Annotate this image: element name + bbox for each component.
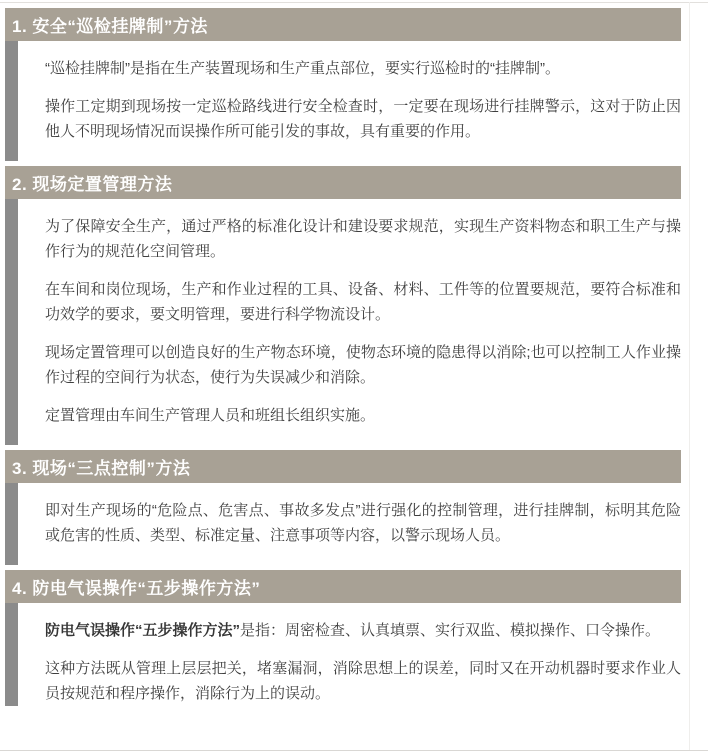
right-border-line xyxy=(689,2,690,750)
section-title-1: 1. 安全“巡检挂牌制”方法 xyxy=(12,17,208,36)
section-body-3 xyxy=(5,483,681,565)
section-three-point-control xyxy=(5,450,681,565)
section-five-step-operation xyxy=(5,570,681,706)
section-title-4: 4. 防电气误操作“五步操作方法” xyxy=(12,579,261,598)
paragraph: 即对生产现场的“危险点、危害点、事故多发点”进行强化的控制管理，进行挂牌制，标明其危险或危害的性质、类型、标准定量、注意事项等内容，以警示现场人员。 xyxy=(45,502,681,544)
section-patrol-tagging xyxy=(5,8,681,161)
paragraph: 现场定置管理可以创造良好的生产物态环境，使物态环境的隐患得以消除;也可以控制工人作业操作过程的空间行为状态，使行为失误减少和消除。 xyxy=(45,344,681,386)
section-onsite-fixed-position xyxy=(5,166,681,445)
section-header-3 xyxy=(5,450,681,483)
section-body-1 xyxy=(5,41,681,161)
paragraph: 这种方法既从管理上层层把关，堵塞漏洞，消除思想上的误差，同时又在开动机器时要求作业人员按规范和程序操作，消除行为上的误动。 xyxy=(45,660,681,702)
section-body-4 xyxy=(5,603,681,706)
section-header-2 xyxy=(5,166,681,199)
paragraph: 为了保障安全生产，通过严格的标准化设计和建设要求规范，实现生产资料物态和职工生产与操作行为的规范化空间管理。 xyxy=(45,218,681,260)
section-title-3: 3. 现场“三点控制”方法 xyxy=(12,459,191,478)
paragraph: 定置管理由车间生产管理人员和班组长组织实施。 xyxy=(45,407,376,424)
section-header-1 xyxy=(5,8,681,41)
section-body-2 xyxy=(5,199,681,445)
section-title-2: 2. 现场定置管理方法 xyxy=(12,175,173,194)
bottom-border-line xyxy=(0,750,708,751)
paragraph-bold-lead: 防电气误操作“五步操作方法” xyxy=(45,622,241,639)
document-body xyxy=(5,8,681,719)
top-border-line xyxy=(0,2,708,3)
paragraph: “巡检挂牌制”是指在生产装置现场和生产重点部位，要实行巡检时的“挂牌制”。 xyxy=(45,60,560,77)
paragraph: 操作工定期到现场按一定巡检路线进行安全检查时，一定要在现场进行挂牌警示，这对于防止因他人不明现场情况而误操作所可能引发的事故，具有重要的作用。 xyxy=(45,98,681,140)
paragraph: 在车间和岗位现场，生产和作业过程的工具、设备、材料、工件等的位置要规范，要符合标准和功效学的要求，要文明管理，要进行科学物流设计。 xyxy=(45,281,681,323)
section-header-4 xyxy=(5,570,681,603)
paragraph: 防电气误操作“五步操作方法”是指：周密检查、认真填票、实行双监、模拟操作、口令操作。 xyxy=(45,622,661,639)
